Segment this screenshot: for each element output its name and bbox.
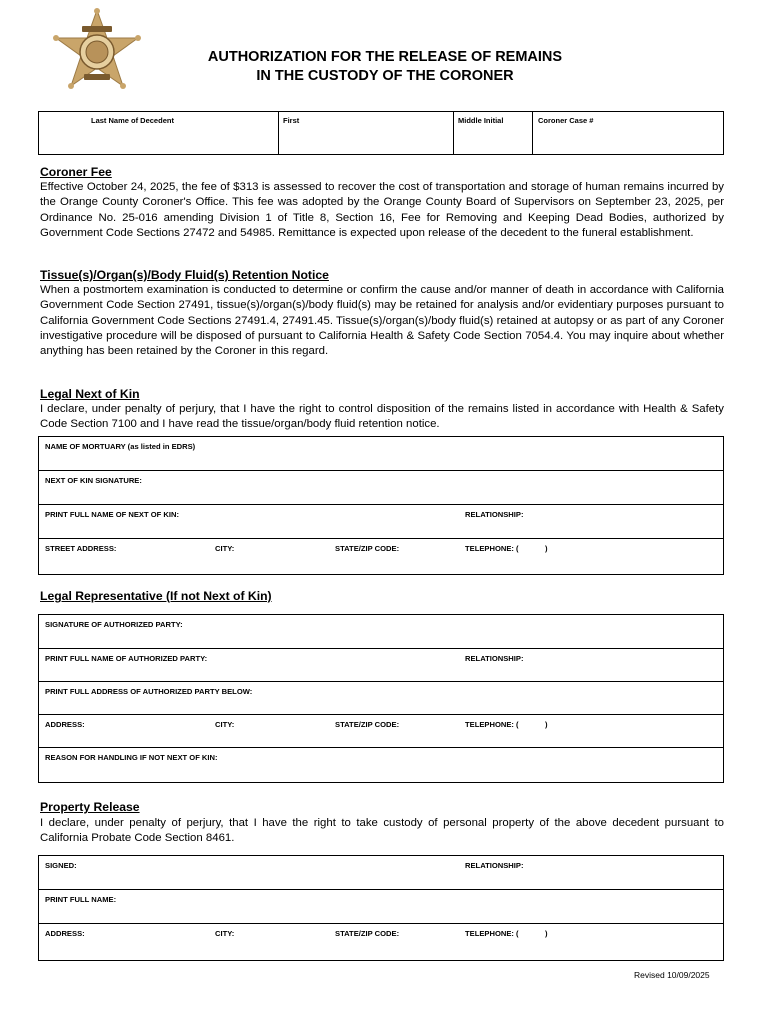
next-of-kin-relationship-label: RELATIONSHIP: (465, 510, 524, 519)
authorized-address-row[interactable] (39, 715, 723, 748)
last-name-label: Last Name of Decedent (91, 116, 174, 125)
form-title (140, 48, 630, 86)
authorized-print-name-label: PRINT FULL NAME OF AUTHORIZED PARTY: (45, 654, 208, 663)
legal-representative-heading: Legal Representative (If not Next of Kin) (40, 589, 272, 603)
mortuary-name-label: NAME OF MORTUARY (as listed in EDRS) (45, 442, 196, 451)
coroner-case-field[interactable] (533, 112, 723, 154)
next-of-kin-print-name-label: PRINT FULL NAME OF NEXT OF KIN: (45, 510, 180, 519)
property-release-declaration: I declare, under penalty of perjury, that I have the right to take custody of personal property of the above decedent pursuant to California Probate Code Section 8461. (40, 817, 724, 845)
authorized-signature-field[interactable] (39, 615, 723, 649)
city-label: CITY: (215, 544, 235, 553)
last-name-field[interactable] (39, 112, 279, 154)
coroner-fee-heading: Coroner Fee (40, 165, 112, 179)
next-of-kin-signature-field[interactable] (39, 471, 723, 505)
coroner-case-label: Coroner Case # (538, 116, 594, 125)
retention-notice-text: When a postmortem examination is conducted to determine or confirm the cause and/or manner of death in accordance with California Government Code Section 27491, tissue(s)/organ(s)/body fluid(s) may be retained for analysis and/or evidentiary purposes pursuant to California Government Code Sections 27491.4, 27491.45. Tissue(s)/organ(s)/body fluid(s) retained at autopsy or as part of any Coroner investigative procedure will be disposed of pursuant to California Health & Safety Code Section 7054.4. You may inquire about whether anything has been retained by the Coroner in this regard. (40, 284, 724, 358)
telephone-label: TELEPHONE: ( (465, 544, 519, 553)
next-of-kin-signature-label: NEXT OF KIN SIGNATURE: (45, 476, 142, 485)
first-name-field[interactable] (279, 112, 454, 154)
revision-date: Revised 10/09/2025 (634, 970, 710, 980)
property-release-form (38, 855, 724, 961)
retention-notice-heading: Tissue(s)/Organ(s)/Body Fluid(s) Retention Notice (40, 268, 329, 282)
property-address-row[interactable] (39, 924, 723, 960)
decedent-info-table (38, 111, 724, 155)
state-zip-label: STATE/ZIP CODE: (335, 544, 400, 553)
middle-initial-label: Middle Initial (458, 116, 504, 125)
property-release-heading: Property Release (40, 800, 140, 814)
next-of-kin-declaration: I declare, under penalty of perjury, that I have the right to control disposition of the remains listed in accordance with Health & Safety Code Section 7100 and I have read the tissue/organ/body fluid retention notice. (40, 403, 724, 431)
middle-initial-field[interactable] (454, 112, 533, 154)
authorized-state-zip-label: STATE/ZIP CODE: (335, 720, 400, 729)
property-print-name-label: PRINT FULL NAME: (45, 895, 117, 904)
street-address-label: STREET ADDRESS: (45, 544, 117, 553)
next-of-kin-name-row[interactable] (39, 505, 723, 539)
authorized-relationship-label: RELATIONSHIP: (465, 654, 524, 663)
property-telephone-label: TELEPHONE: ( (465, 929, 519, 938)
title-line-1: AUTHORIZATION FOR THE RELEASE OF REMAINS (207, 49, 563, 65)
property-city-label: CITY: (215, 929, 235, 938)
next-of-kin-heading: Legal Next of Kin (40, 387, 140, 401)
authorized-signature-label: SIGNATURE OF AUTHORIZED PARTY: (45, 620, 183, 629)
authorized-name-row[interactable] (39, 649, 723, 682)
mortuary-name-field[interactable] (39, 437, 723, 471)
next-of-kin-form (38, 436, 724, 575)
handling-reason-label: REASON FOR HANDLING IF NOT NEXT OF KIN: (45, 753, 218, 762)
property-address-label: ADDRESS: (45, 929, 85, 938)
property-state-zip-label: STATE/ZIP CODE: (335, 929, 400, 938)
title-line-2: IN THE CUSTODY OF THE CORONER (256, 68, 514, 84)
property-signed-label: SIGNED: (45, 861, 77, 870)
authorized-telephone-close-paren: ) (545, 720, 548, 729)
telephone-close-paren: ) (545, 544, 548, 553)
next-of-kin-address-row[interactable] (39, 539, 723, 574)
authorized-address-label: ADDRESS: (45, 720, 85, 729)
authorized-city-label: CITY: (215, 720, 235, 729)
property-signed-row[interactable] (39, 856, 723, 890)
authorized-print-address-row[interactable] (39, 682, 723, 715)
legal-representative-form (38, 614, 724, 783)
authorized-telephone-label: TELEPHONE: ( (465, 720, 519, 729)
property-telephone-close-paren: ) (545, 929, 548, 938)
handling-reason-field[interactable] (39, 748, 723, 782)
property-relationship-label: RELATIONSHIP: (465, 861, 524, 870)
sheriff-badge-logo (52, 8, 142, 104)
coroner-fee-text: Effective October 24, 2025, the fee of $313 is assessed to recover the cost of transportation and storage of human remains incurred by the Orange County Coroner's Office. This fee was adopted by the Orange County Board of Supervisors on September 23, 2025, per Ordinance No. 25-016 amending Division 1 of Title 8, Section 16, Fee for Removing and Keeping Dead Bodies, authorized by Government Code Sections 27472 and 54985. Remittance is expected upon release of the decedent to the funeral establishment. (40, 181, 724, 239)
authorized-print-address-label: PRINT FULL ADDRESS OF AUTHORIZED PARTY BELOW: (45, 687, 253, 696)
first-name-label: First (283, 116, 300, 125)
property-print-name-field[interactable] (39, 890, 723, 924)
